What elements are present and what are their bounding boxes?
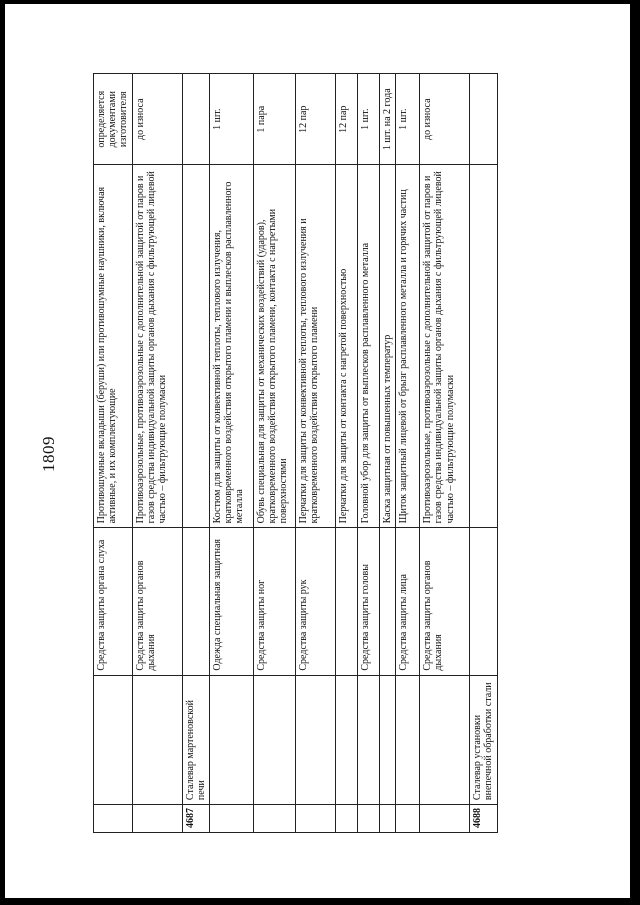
ppe-description-cell: Щиток защитный лицевой от брызг расплавленного металла и горячих частиц (396, 165, 420, 528)
profession-cell (420, 675, 470, 804)
profession-cell (357, 675, 379, 804)
ppe-category-cell (470, 528, 497, 675)
ppe-description-cell: Головной убор для защиты от выплесков расплавленного металла (357, 165, 379, 528)
ppe-category-cell: Средства защиты рук (295, 528, 335, 675)
ppe-category-cell: Средства защиты органа слуха (94, 528, 133, 675)
table-row (420, 74, 470, 833)
profession-cell (379, 675, 395, 804)
row-number-cell (396, 805, 420, 833)
issue-norm-cell: до износа (132, 74, 182, 165)
document-page (5, 4, 630, 898)
profession-cell (209, 675, 253, 804)
ppe-description-cell: Противоаэрозольные, противоаэрозольные с дополнительной защитой от паров и газов средства индивидуальной защиты органов дыхания с фильтрующей лицевой частью – фильтрующие полумаски (132, 165, 182, 528)
table-row (335, 74, 357, 833)
ppe-category-cell: Средства защиты органов дыхания (420, 528, 470, 675)
table-row (182, 74, 209, 833)
row-number-cell (209, 805, 253, 833)
ppe-category-cell: Средства защиты лица (396, 528, 420, 675)
ppe-category-cell: Средства защиты головы (357, 528, 379, 675)
ppe-description-cell: Противошумные вкладыши (беруши) или противошумные наушники, включая активные, и их комплектующие (94, 165, 133, 528)
ppe-category-cell: Средства защиты ног (253, 528, 295, 675)
table-row (470, 74, 497, 833)
issue-norm-cell: 1 шт. (357, 74, 379, 165)
issue-norm-cell: 1 шт. на 2 года (379, 74, 395, 165)
ppe-category-cell (335, 528, 357, 675)
issue-norm-cell (470, 74, 497, 165)
profession-cell (253, 675, 295, 804)
table-row (396, 74, 420, 833)
profession-cell (295, 675, 335, 804)
row-number-cell: 4688 (470, 805, 497, 833)
ppe-description-cell: Перчатки для защиты от контакта с нагретой поверхностью (335, 165, 357, 528)
ppe-description-cell: Каска защитная от повышенных температур (379, 165, 395, 528)
ppe-category-cell: Одежда специальная защитная (209, 528, 253, 675)
issue-norm-cell: 1 шт. (209, 74, 253, 165)
row-number-cell (420, 805, 470, 833)
row-number-cell (295, 805, 335, 833)
row-number-cell: 4687 (182, 805, 209, 833)
issue-norm-cell: 12 пар (335, 74, 357, 165)
issue-norm-cell: 1 шт. (396, 74, 420, 165)
ppe-description-cell (470, 165, 497, 528)
ppe-description-cell: Противоаэрозольные, противоаэрозольные с дополнительной защитой от паров и газов средства индивидуальной защиты органов дыхания с фильтрующей лицевой частью – фильтрующие полумаски (420, 165, 470, 528)
table-row (209, 74, 253, 833)
issue-norm-cell (182, 74, 209, 165)
ppe-category-cell: Средства защиты органов дыхания (132, 528, 182, 675)
table-row (357, 74, 379, 833)
ppe-description-cell: Обувь специальная для защиты от механических воздействий (ударов), кратковременного воздействия открытого пламени, контакта с нагретыми поверхностями (253, 165, 295, 528)
profession-cell (335, 675, 357, 804)
table-row (94, 74, 133, 833)
ppe-category-cell (379, 528, 395, 675)
table-row (132, 74, 182, 833)
profession-cell: Сталевар мартеновской печи (182, 675, 209, 804)
page-number: 1809 (39, 436, 58, 472)
row-number-cell (357, 805, 379, 833)
issue-norm-cell: определяется документами изготовителя (94, 74, 133, 165)
row-number-cell (253, 805, 295, 833)
ppe-description-cell (182, 165, 209, 528)
row-number-cell (94, 805, 133, 833)
table-row (295, 74, 335, 833)
ppe-norms-table (93, 73, 495, 833)
profession-cell (94, 675, 133, 804)
table-row (379, 74, 395, 833)
ppe-description-cell: Костюм для защиты от конвективной теплоты, теплового излучения, кратковременного воздействия открытого пламени и выплесков расплавленного металла (209, 165, 253, 528)
profession-cell: Сталевар установки внепечной обработки стали (470, 675, 497, 804)
issue-norm-cell: 1 пара (253, 74, 295, 165)
ppe-category-cell (182, 528, 209, 675)
profession-cell (132, 675, 182, 804)
ppe-description-cell: Перчатки для защиты от конвективной теплоты, теплового излучения и кратковременного воздействия открытого пламени (295, 165, 335, 528)
row-number-cell (132, 805, 182, 833)
issue-norm-cell: до износа (420, 74, 470, 165)
table-row (253, 74, 295, 833)
issue-norm-cell: 12 пар (295, 74, 335, 165)
row-number-cell (379, 805, 395, 833)
profession-cell (396, 675, 420, 804)
row-number-cell (335, 805, 357, 833)
